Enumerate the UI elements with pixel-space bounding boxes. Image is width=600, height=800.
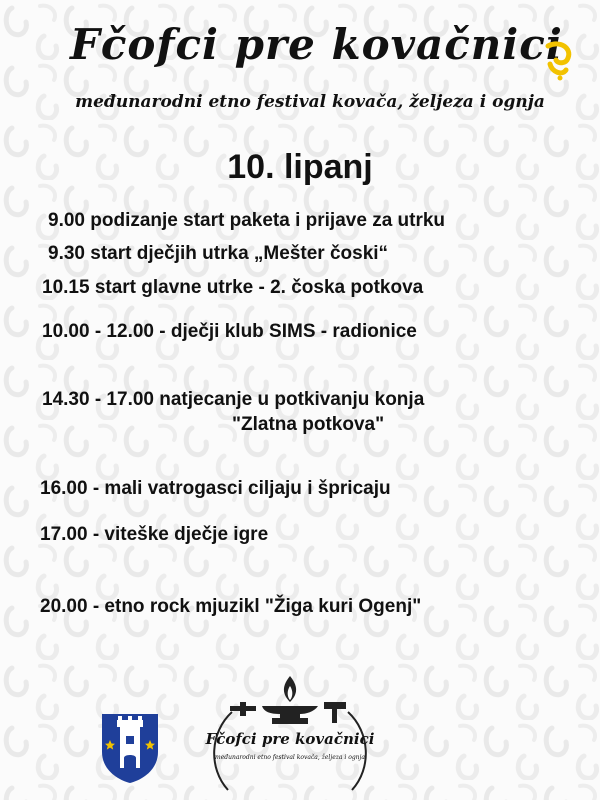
coat-of-arms-icon xyxy=(100,712,160,784)
festival-logo xyxy=(200,672,380,796)
schedule-item: 20.00 - etno rock mjuzikl "Žiga kuri Ogenj" xyxy=(40,596,422,617)
footer-logo-title: Fčofci pre kovačnici xyxy=(205,730,375,748)
schedule-item: 14.30 - 17.00 natjecanje u potkivanju konja xyxy=(42,389,425,410)
schedule-item: 16.00 - mali vatrogasci ciljaju i špricaju xyxy=(40,478,391,499)
schedule-item: 9.30 start dječjih utrka „Mešter čoski“ xyxy=(48,243,389,264)
schedule-item: 17.00 - viteške dječje igre xyxy=(40,524,269,545)
schedule-item-continuation: "Zlatna potkova" xyxy=(232,414,385,435)
event-date: 10. lipanj xyxy=(227,148,373,186)
schedule-item: 9.00 podizanje start paketa i prijave za utrku xyxy=(48,210,446,231)
horseshoe-icon xyxy=(540,40,576,82)
schedule-item: 10.15 start glavne utrke - 2. čoska potkova xyxy=(42,277,424,298)
footer-logo-subtitle: međunarodni etno festival kovača, željeza i ognja xyxy=(215,754,365,761)
schedule-item: 10.00 - 12.00 - dječji klub SIMS - radionice xyxy=(42,321,417,342)
festival-subtitle: međunarodni etno festival kovača, željeza i ognja xyxy=(75,92,545,112)
festival-title: Fčofci pre kovačnici xyxy=(70,20,563,69)
